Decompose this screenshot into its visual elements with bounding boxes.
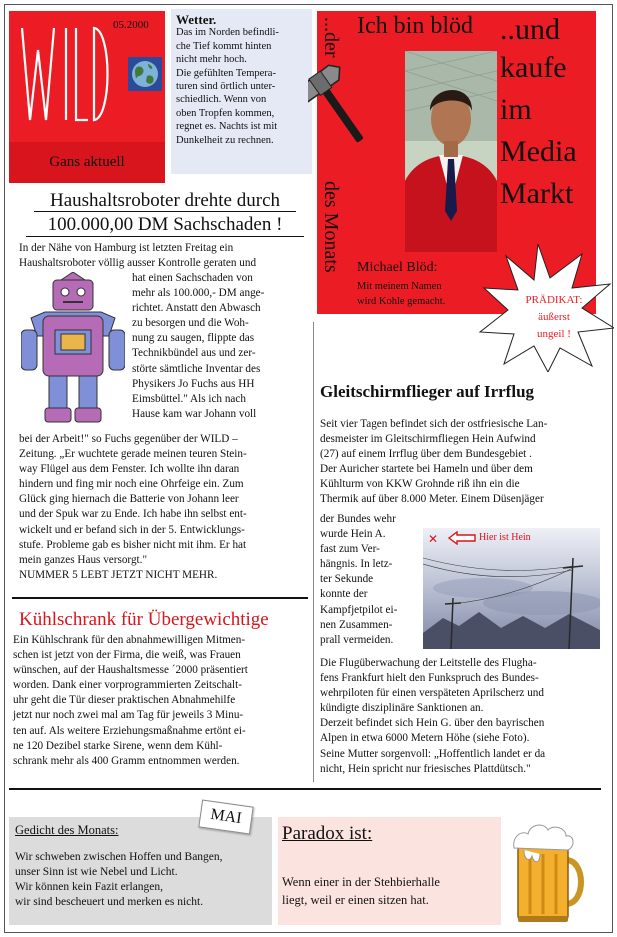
fool-right-word: ..und [500,13,560,46]
text-line: Zeitung. „Er wuchtete gerade meinen teuren Stein- [19,448,247,461]
photo-caption: Hier ist Hein [479,532,531,543]
text-line: fast zum Ver- [320,543,380,556]
weather-box [171,9,312,174]
text-line: schen ist jetzt von der Firma, die weiß, was Frauen [13,649,241,662]
text-line: Thermik auf über 8.000 Meter. Einem Düsenjäger [320,493,544,506]
fool-quote-line: Mit meinem Namen [357,281,442,292]
star-line: ungeil ! [537,328,571,340]
fool-quote-line: wird Kohle gemacht. [357,296,446,307]
text-line: NUMMER 5 LEBT JETZT NICHT MEHR. [19,568,218,581]
text-line: Eimsbüttel." Als ich nach [132,392,246,405]
text-line: stufe. Probleme gab es bisher nicht mit ihm. Er hat [19,538,247,551]
text-line: uhr geht die Tür dieser praktischen Abnahmehilfe [13,694,236,707]
star-line: PRÄDIKAT: [525,294,583,306]
robot-body-bottom [19,432,308,583]
text-line: Kampfjetpilot ei- [320,603,398,616]
fridge-body [13,633,308,769]
text-line: jetzt nur noch zwei mal am Tag für jeweils 3 Minu- [13,709,244,722]
text-line: Hause kam war Johann voll [132,407,257,420]
target-marker-icon: ✕ [428,532,439,546]
paradox-box [278,817,501,925]
fool-name: Michael Blöd: [357,260,438,275]
text-line: Glück ging hiernach die Batterie von Johann leer [19,493,239,506]
weather-line: nicht mehr hoch. [176,54,247,66]
fool-quote [357,279,445,309]
divider [34,211,296,212]
text-line: In der Nähe von Hamburg ist letzten Freitag ein [19,242,234,254]
text-line: Seit vier Tagen befindet sich der ostfriesische Lan- [320,418,548,430]
sky-photo [423,528,600,649]
text-line: nen Zusammen- [320,618,393,631]
poem-title: Gedicht des Monats: [15,823,119,837]
arrow-left-icon [448,531,476,545]
text-line: Physikers Jo Fuchs aus HH [132,377,255,390]
star-burst-text [504,292,604,343]
text-line: wurde Hein A. [320,528,386,541]
weather-line: schiedlich. Wenn von [176,94,267,106]
text-line: Haushaltsroboter völlig ausser Kontrolle geraten und [19,257,257,270]
poem-box [9,817,272,925]
text-line: ten auf. Als weitere Erziehungsmaßnahme ertönt ei- [13,724,246,737]
text-line: Die Flugüberwachung der Leitstelle des Flugha- [320,657,537,669]
text-line: kündigte disziplinäre Sanktionen an. [320,702,484,715]
poem-line: Wir können kein Fazit erlangen, [15,881,164,893]
text-line: Kühlturm von KKW Grohnde riß ihn ein die [320,478,520,491]
text-line: zu besorgen und die Woh- [132,317,249,330]
text-line: richtet. Anstatt den Abwasch [132,302,261,315]
wild-logo [20,20,110,130]
poem-line: unser Sinn ist wie Nebel und Licht. [15,866,178,878]
paradox-line: Wenn einer in der Stehbierhalle [282,875,440,889]
glider-body-left [320,512,418,648]
glider-body-top [320,417,600,508]
fool-right-word: Media [500,135,577,168]
weather-line: Die gefühlten Tempera- [176,67,276,79]
paradox-text [282,873,497,909]
text-line: hindern und fing mir noch eine Ohrfeige ein. Zum [19,478,244,491]
text-line: Technikbündel aus und zer- [132,347,256,360]
text-line: fens Frankfurt hielt den Funkspruch des Bundes- [320,672,539,685]
text-line: störte sämtliche Inventar des [132,362,261,375]
text-line: Ein Kühlschrank für den abnahmewilligen Mitmen- [13,634,246,646]
weather-line: Das im Norden befindli- [176,27,279,39]
hammer-icon [308,64,366,150]
text-line: Derzeit befindet sich Hein G. über den bayrischen [320,717,545,730]
robot-headline-2: 100.000,00 DM Sachschaden ! [47,214,283,235]
text-line: schrank mehr als 400 Gramm entnommen werden. [13,754,240,767]
fridge-headline: Kühlschrank für Übergewichtige [19,609,269,630]
fool-right-word: Markt [500,177,574,210]
poem-line: Wir schweben zwischen Hoffen und Bangen, [15,851,223,863]
column-divider [313,322,314,782]
text-line: Seine Mutter sorgenvoll: „Hoffentlich landet er da [320,747,546,760]
robot-body-right [132,271,308,422]
text-line: konnte der [320,588,368,601]
fool-des-monats: des Monats [320,181,342,273]
divider [9,788,601,790]
masthead-tagline: Gans aktuell [9,142,165,183]
text-line: bei der Arbeit!" so Fuchs gegenüber der WILD – [19,433,238,445]
text-line: (27) auf einem Irrflug über dem Bundesgebiet . [320,448,532,461]
weather-line: Dunkelheit zu rechnen. [176,134,274,146]
star-line: äußerst [538,311,570,323]
text-line: way Flügel aus dem Fenster. Ich wollte ihn daran [19,463,240,476]
text-line: desmeister im Gleitschirmfliegen Hein Aufwind [320,433,536,446]
fool-right-word: kaufe [500,51,567,84]
text-line: nung zu saugen, flippte das [132,332,255,345]
text-line: worden. Dank einer vorprogrammierten Zeitschalt- [13,679,242,692]
text-line: nicht, Hein spricht nur friesisches Plattdütsch." [320,762,531,775]
text-line: und der Spuk war zu Ende. Ich habe ihn selbst ent- [19,508,247,521]
paradox-line: liegt, weil er einen sitzen hat. [282,893,429,907]
text-line: Der Auricher startete bei Hameln und über dem [320,463,533,476]
text-line: hängnis. In letz- [320,558,393,571]
robot-headline-1: Haushaltsroboter drehte durch [49,190,281,211]
text-line: prall vermeiden. [320,633,394,646]
paradox-title: Paradox ist: [282,823,373,844]
fool-headline: Ich bin blöd [357,13,473,39]
divider [26,236,304,237]
weather-line: regnet es. Nachts ist mit [176,121,278,133]
text-line: wehrpiloten für einen verspäteten Aprilscherz und [320,687,544,700]
month-badge: MAI [198,800,253,835]
weather-title: Wetter. [176,12,217,27]
globe-icon [128,57,162,91]
divider [12,597,308,599]
text-line: der Bundes wehr [320,513,396,525]
robot-illustration [21,272,125,426]
weather-line: oben Tropfen kommen, [176,107,275,119]
fool-der: ...der [320,17,342,58]
weather-line: che Tief kommt hinten [176,40,272,52]
text-line: ter Sekunde [320,573,374,586]
glider-body-bottom [320,656,600,777]
text-line: mehr als 100.000,- DM ange- [132,287,265,300]
text-line: mein ganzes Haus versorgt." [19,553,148,566]
beer-mug-icon [510,820,586,924]
text-line: hat einen Sachschaden von [132,272,253,284]
issue-date: 05.2000 [113,19,149,31]
weather-line: turen sind örtlich unter- [176,81,276,93]
text-line: Alpen in etwa 6000 Metern Höhe (siehe Foto). [320,732,530,745]
text-line: wünschen, auf der Haushaltsmesse ´2000 präsentiert [13,664,248,677]
fool-right-word: im [500,93,532,126]
robot-body-top [19,241,308,271]
portrait-photo [405,51,497,252]
poem-line: wir sind bescheuert und merken es nicht. [15,896,204,908]
glider-headline: Gleitschirmflieger auf Irrflug [320,382,535,401]
text-line: ne 120 Dezibel starke Sirene, wenn dem Kühl- [13,739,223,752]
text-line: wickelt und er befand sich in der 5. Entwicklungs- [19,523,245,536]
